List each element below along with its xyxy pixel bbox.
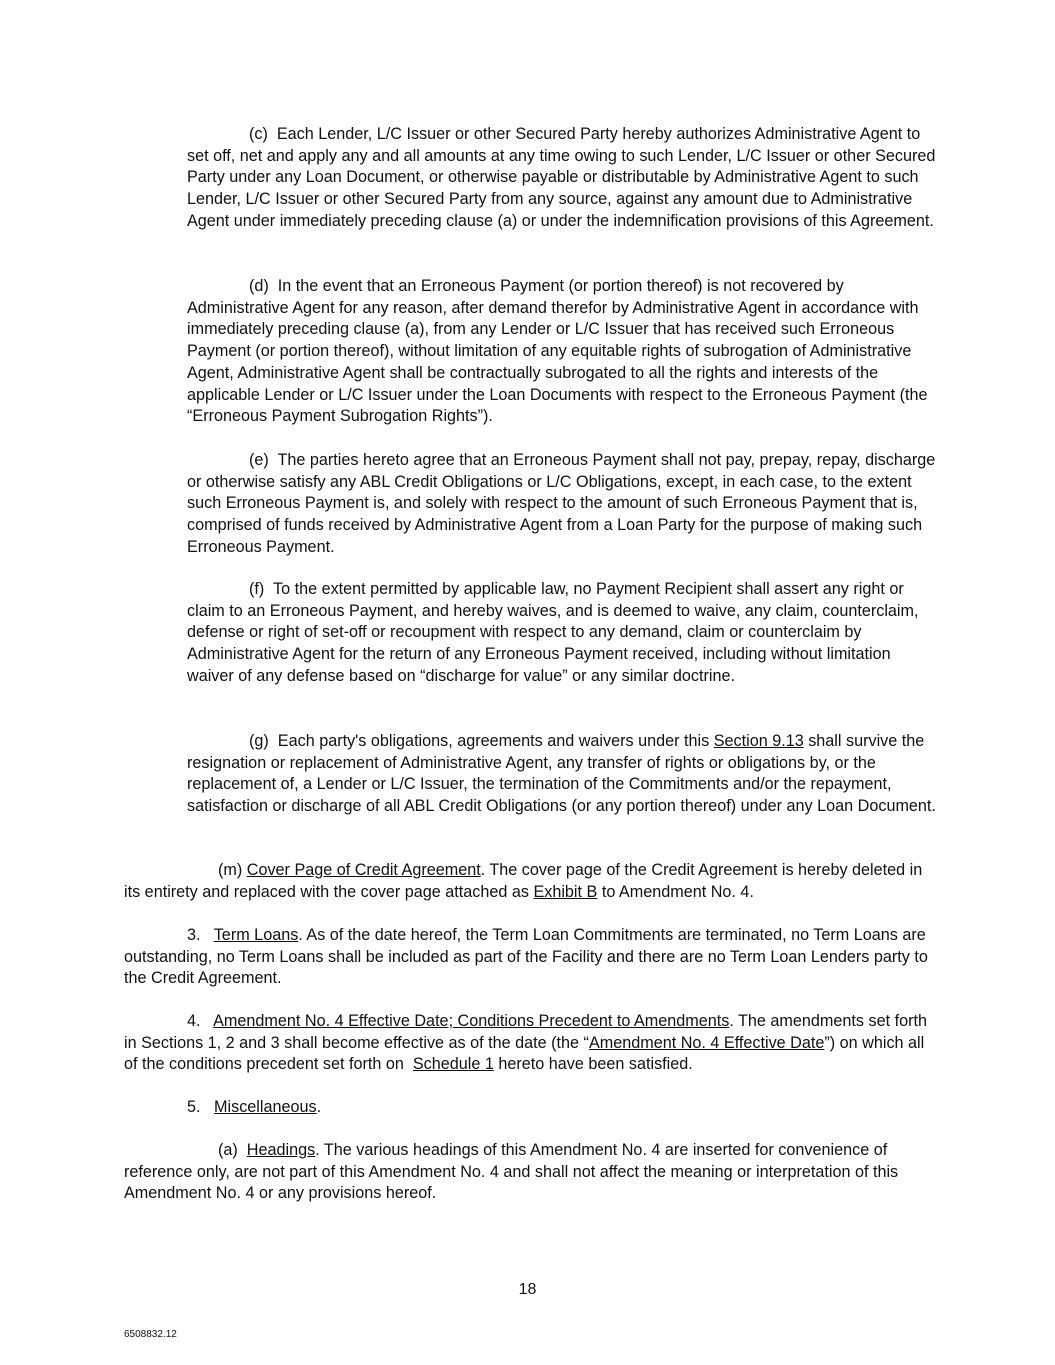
- section-heading: Miscellaneous: [214, 1098, 317, 1116]
- section-number: 4.: [187, 1012, 201, 1030]
- clause-label: (g): [249, 732, 269, 750]
- section-4: [124, 1011, 934, 1076]
- clause-text: Each Lender, L/C Issuer or other Secured Party hereby authorizes Administrative Agent to set off, net and apply any and all amounts at any time owing to such Lender, L/C Issuer or other Secured Party under any Loan Document, or otherwise payable or distributable by Administrative Agent to such Lender, L/C Issuer or other Secured Party from any source, against any amount due to Administrative Agent under immediately preceding clause (a) or under the indemnification provisions of this Agreement.: [187, 125, 936, 230]
- section-heading: Amendment No. 4 Effective Date; Conditions Precedent to Amendments: [213, 1012, 730, 1030]
- clause-text: to Amendment No. 4.: [601, 882, 754, 901]
- section-number: 3.: [187, 926, 201, 944]
- section-reference-link: Section 9.13: [713, 732, 804, 750]
- clause-label: (d): [249, 277, 269, 295]
- clause-text: To the extent permitted by applicable law, no Payment Recipient shall assert any right or claim to an Erroneous Payment, and hereby waives, and is deemed to waive, any claim, counterclaim, defense or right of set-off or recoupment with respect to any demand, claim or counterclaim by Administrative Agent for the return of any Erroneous Payment received, including without limitation waiver of any defense based on “discharge for value” or any similar doctrine.: [187, 580, 919, 685]
- paragraph-e: [187, 450, 937, 559]
- clause-text: The parties hereto agree that an Erroneous Payment shall not pay, prepay, repay, discharge or otherwise satisfy any ABL Credit Obligations or L/C Obligations, except, in each case, to the extent such Erroneous Payment is, and solely with respect to the amount of such Erroneous Payment that is, comprised of funds received by Administrative Agent from a Loan Party for the purpose of making such Erroneous Payment.: [187, 451, 936, 556]
- section-number: 5.: [187, 1098, 201, 1116]
- section-5: [124, 1097, 934, 1119]
- clause-label: (a): [218, 1141, 238, 1159]
- paragraph-d: [187, 276, 937, 428]
- section-3: [124, 925, 934, 990]
- clause-label: (c): [249, 125, 268, 143]
- clause-heading: Headings: [246, 1141, 316, 1159]
- clause-text: shall survive the resignation or replacement of Administrative Agent, any transfer of rights or obligations by, or the replacement of, a Lender or L/C Issuer, the termination of the Commitments and/or the repayment, satisfaction or discharge of all ABL Credit Obligations (or any portion thereof) under any Loan Document.: [187, 732, 936, 816]
- clause-text: . The various headings of this Amendment No. 4 are inserted for convenience of reference only, are not part of this Amendment No. 4 and shall not affect the meaning or interpretation of this Amendment No. 4 or any provisions hereof.: [124, 1141, 899, 1203]
- clause-label: (f): [249, 580, 265, 598]
- schedule-reference-link: Schedule 1: [412, 1055, 494, 1074]
- section-heading: Term Loans: [213, 926, 299, 944]
- paragraph-c: [187, 124, 937, 233]
- section-text: . As of the date hereof, the Term Loan Commitments are terminated, no Term Loans are outstanding, no Term Loans shall be included as part of the Facility and there are no Term Loan Lenders party to the Credit Agreement.: [124, 926, 928, 988]
- section-5a: [124, 1140, 934, 1205]
- document-id: 6508832.12: [124, 1329, 177, 1340]
- section-text: hereto have been satisfied.: [498, 1055, 693, 1074]
- clause-label: (m): [218, 861, 243, 879]
- section-text: .: [316, 1098, 322, 1116]
- paragraph-m: [124, 860, 934, 903]
- clause-text: . The cover page of the Credit Agreement is hereby deleted in its entirety and replaced with the cover page attached as: [124, 861, 923, 901]
- page-number: 18: [518, 1281, 537, 1298]
- section-text: . The amendments set forth in Sections 1, 2 and 3 shall become effective as of the date (the “: [124, 1012, 927, 1052]
- paragraph-g: [187, 731, 937, 818]
- section-text: ”) on which all of the conditions precedent set forth on: [124, 1033, 925, 1074]
- defined-term: Amendment No. 4 Effective Date: [588, 1033, 825, 1052]
- paragraph-f: [187, 579, 937, 688]
- clause-text: In the event that an Erroneous Payment (or portion thereof) is not recovered by Administrative Agent for any reason, after demand therefor by Administrative Agent in accordance with immediately preceding clause (a), from any Lender or L/C Issuer that has received such Erroneous Payment (or portion thereof), without limitation of any equitable rights of subrogation of Administrative Agent, Administrative Agent shall be contractually subrogated to all the rights and interests of the applicable Lender or L/C Issuer under the Loan Documents with respect to the Erroneous Payment (the “Erroneous Payment Subrogation Rights”).: [187, 277, 928, 426]
- exhibit-reference-link: Exhibit B: [533, 882, 598, 901]
- clause-text: Each party's obligations, agreements and waivers under this: [277, 732, 710, 750]
- clause-heading: Cover Page of Credit Agreement: [246, 861, 481, 879]
- clause-label: (e): [249, 451, 269, 469]
